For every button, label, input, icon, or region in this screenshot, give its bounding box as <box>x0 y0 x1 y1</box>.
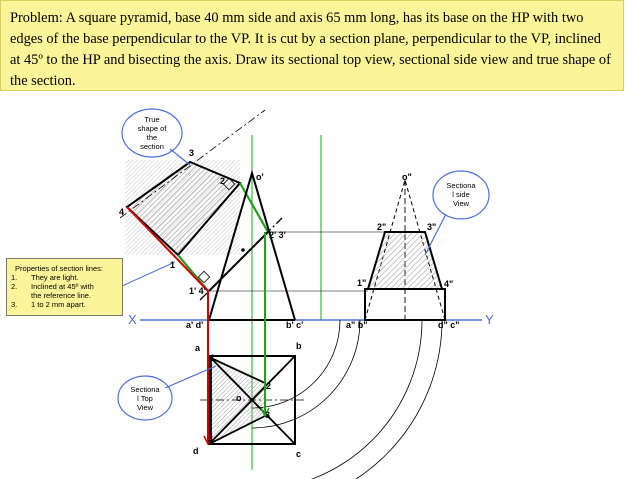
projector-green-1 <box>240 183 268 232</box>
property-item: 1. They are light. <box>11 273 79 282</box>
label-fv-apex: o' <box>256 172 264 182</box>
transfer-arc-4 <box>252 320 442 479</box>
label-tv-a: a <box>195 343 201 353</box>
label-fv-base-left: a' d' <box>186 320 204 330</box>
property-item: 3. 1 to 2 mm apart. <box>11 300 86 309</box>
label-tv-p2: 2 <box>266 381 272 391</box>
label-sv-p2: 2" <box>377 222 387 232</box>
props-pointer <box>122 262 175 286</box>
problem-statement: Problem: A square pyramid, base 40 mm side and axis 65 mm long, has its base on the HP with two edges of the base perpendicular to the VP. It is cut by a section plane, perpendicular to the VP, inclined at 45º to the HP and bisecting the axis. Draw its sectional top view, sectional side view and true shape of the section. <box>0 0 624 91</box>
label-sv-base-right: d" c" <box>438 320 460 330</box>
label-y: Y <box>485 312 494 327</box>
side-view-section <box>368 232 442 289</box>
callout-top-view-text: Sectiona l Top View <box>130 385 160 412</box>
label-tv-b: b <box>296 341 302 351</box>
label-sv-p4: 4" <box>444 279 454 289</box>
callout-side-view-text: Sectiona l side View <box>446 181 476 208</box>
label-fv-cut-top: 2' 3' <box>269 230 286 240</box>
label-sv-apex: o" <box>402 172 412 182</box>
label-tv-p4: 4 <box>208 435 214 445</box>
label-fv-base-right: b' c' <box>286 320 304 330</box>
label-fv-cut-bottom: 1' 4' <box>189 286 206 296</box>
property-item-continuation: the reference line. <box>31 291 92 300</box>
label-tv-d: d <box>193 446 199 456</box>
label-ts-p3: 3 <box>189 148 195 158</box>
axis-midpoint <box>241 248 245 252</box>
label-ts-p1: 1 <box>170 260 176 270</box>
label-tv-c: c <box>296 449 302 459</box>
label-ts-p2: 2 <box>220 176 226 186</box>
label-tv-o: o <box>236 393 242 403</box>
label-tv-p1: 1 <box>210 353 216 363</box>
label-sv-p1: 1" <box>357 278 367 288</box>
properties-title: Properties of section lines: <box>15 264 103 273</box>
label-sv-p3: 3" <box>427 222 437 232</box>
label-sv-base-left: a" b" <box>346 320 368 330</box>
label-x: X <box>128 312 137 327</box>
property-item: 2. Inclined at 45º with <box>11 282 94 291</box>
callout-true-shape-text: True shape of the section <box>137 115 167 151</box>
label-ts-p4: 4 <box>119 207 125 217</box>
label-tv-p3: 3 <box>265 410 271 420</box>
section-line-properties <box>6 258 123 316</box>
